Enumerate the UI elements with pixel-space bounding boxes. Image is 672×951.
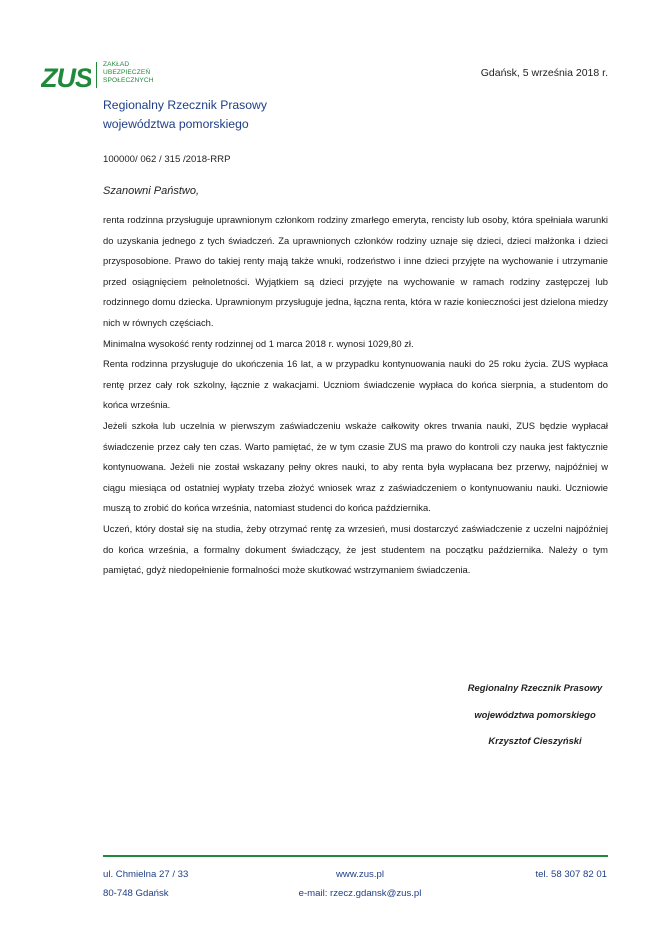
footer-city: 80-748 Gdańsk: [103, 887, 169, 899]
signature-title: Regionalny Rzecznik Prasowy: [467, 682, 603, 693]
letter-body: [103, 210, 608, 581]
department-line2: województwa pomorskiego: [103, 117, 249, 131]
footer-phone: tel. 58 307 82 01: [535, 869, 607, 880]
body-paragraph: Uczeń, który dostał się na studia, żeby otrzymać rentę za wrzesień, musi dostarczyć zaświadczenie z uczelni najpóźniej do końca września, a formalny dokument świadczący, że jest studentem na początku października. Należy o tym pamiętać, gdyż niedopełnienie formalności może skutkować wstrzymaniem świadczenia.: [103, 522, 608, 576]
footer-address: [103, 866, 188, 903]
org-name-line: SPOŁECZNYCH: [103, 77, 154, 85]
zus-logo-letters: ZUS: [41, 63, 91, 90]
footer-street: ul. Chmielna 27 / 33: [103, 869, 189, 880]
signature-region: województwa pomorskiego: [474, 708, 596, 720]
zus-logo: [41, 62, 91, 90]
footer-divider: [103, 855, 608, 857]
signature-name: Krzysztof Cieszyński: [488, 735, 582, 746]
org-name-line: UBEZPIECZEŃ: [103, 69, 151, 77]
letter-date: Gdańsk, 5 września 2018 r.: [480, 67, 608, 79]
zus-logo-icon: [41, 62, 91, 90]
signature-block: [440, 675, 630, 755]
footer-website-link[interactable]: www.zus.pl: [336, 869, 384, 880]
body-paragraph: Renta rodzinna przysługuje do ukończenia 16 lat, a w przypadku kontynuowania nauki do 25 roku życia. ZUS wypłaca rentę przez cały rok szkolny, łącznie z wakacjami. Uczniom świadczenie wypłaca do końca sierpnia, a studentom do końca września.: [103, 358, 608, 411]
department: [103, 96, 267, 134]
footer-email-link[interactable]: e-mail: rzecz.gdansk@zus.pl: [298, 887, 422, 899]
body-paragraph: Jeżeli szkoła lub uczelnia w pierwszym zaświadczeniu wskaże całkowity okres trwania nauki, ZUS będzie wypłacał świadczenie przez cały ten czas. Warto pamiętać, że w tym czasie ZUS ma prawo do kontroli czy nauka jest faktycznie kontynuowana. Jeżeli nie został wskazany pełny okres nauki, to aby renta była wypłacana bez przerwy, najpóźniej w ciągu miesiąca od ostatniej wypłaty trzeba złożyć wniosek wraz z zaświadczeniem o kontynuowaniu nauki. Uczniowie muszą to zrobić do końca września, natomiast studenci do końca października.: [103, 419, 608, 514]
logo-divider: [96, 62, 97, 88]
greeting: Szanowni Państwo,: [103, 185, 199, 197]
reference-number: 100000/ 062 / 315 /2018-RRP: [103, 154, 231, 165]
org-name-line: ZAKŁAD: [103, 61, 130, 68]
body-paragraph: Minimalna wysokość renty rodzinnej od 1 marca 2018 r. wynosi 1029,80 zł.: [103, 337, 414, 349]
org-name: [103, 61, 154, 85]
footer-contact: [260, 866, 460, 903]
department-line1: Regionalny Rzecznik Prasowy: [103, 98, 267, 112]
body-paragraph: renta rodzinna przysługuje uprawnionym członkom rodziny zmarłego emeryta, rencisty lub osoby, która spełniała warunki do uzyskania jednego z tych świadczeń. Za uprawnionych członków rodziny uznaje się dzieci, dzieci małżonka i dzieci przysposobione. Prawo do takiej renty mają także wnuki, rodzeństwo i inne dzieci przyjęte na wychowanie i utrzymanie przed osiągnięciem pełnoletności. Wyjątkiem są dzieci przyjęte na wychowanie w ramach rodziny zastępczej lub rodzinnego domu dziecka. Uprawnionym przysługuje jedna, łączna renta, która w razie konieczności jest dzielona miedzy nich w równych częściach.: [103, 214, 608, 328]
